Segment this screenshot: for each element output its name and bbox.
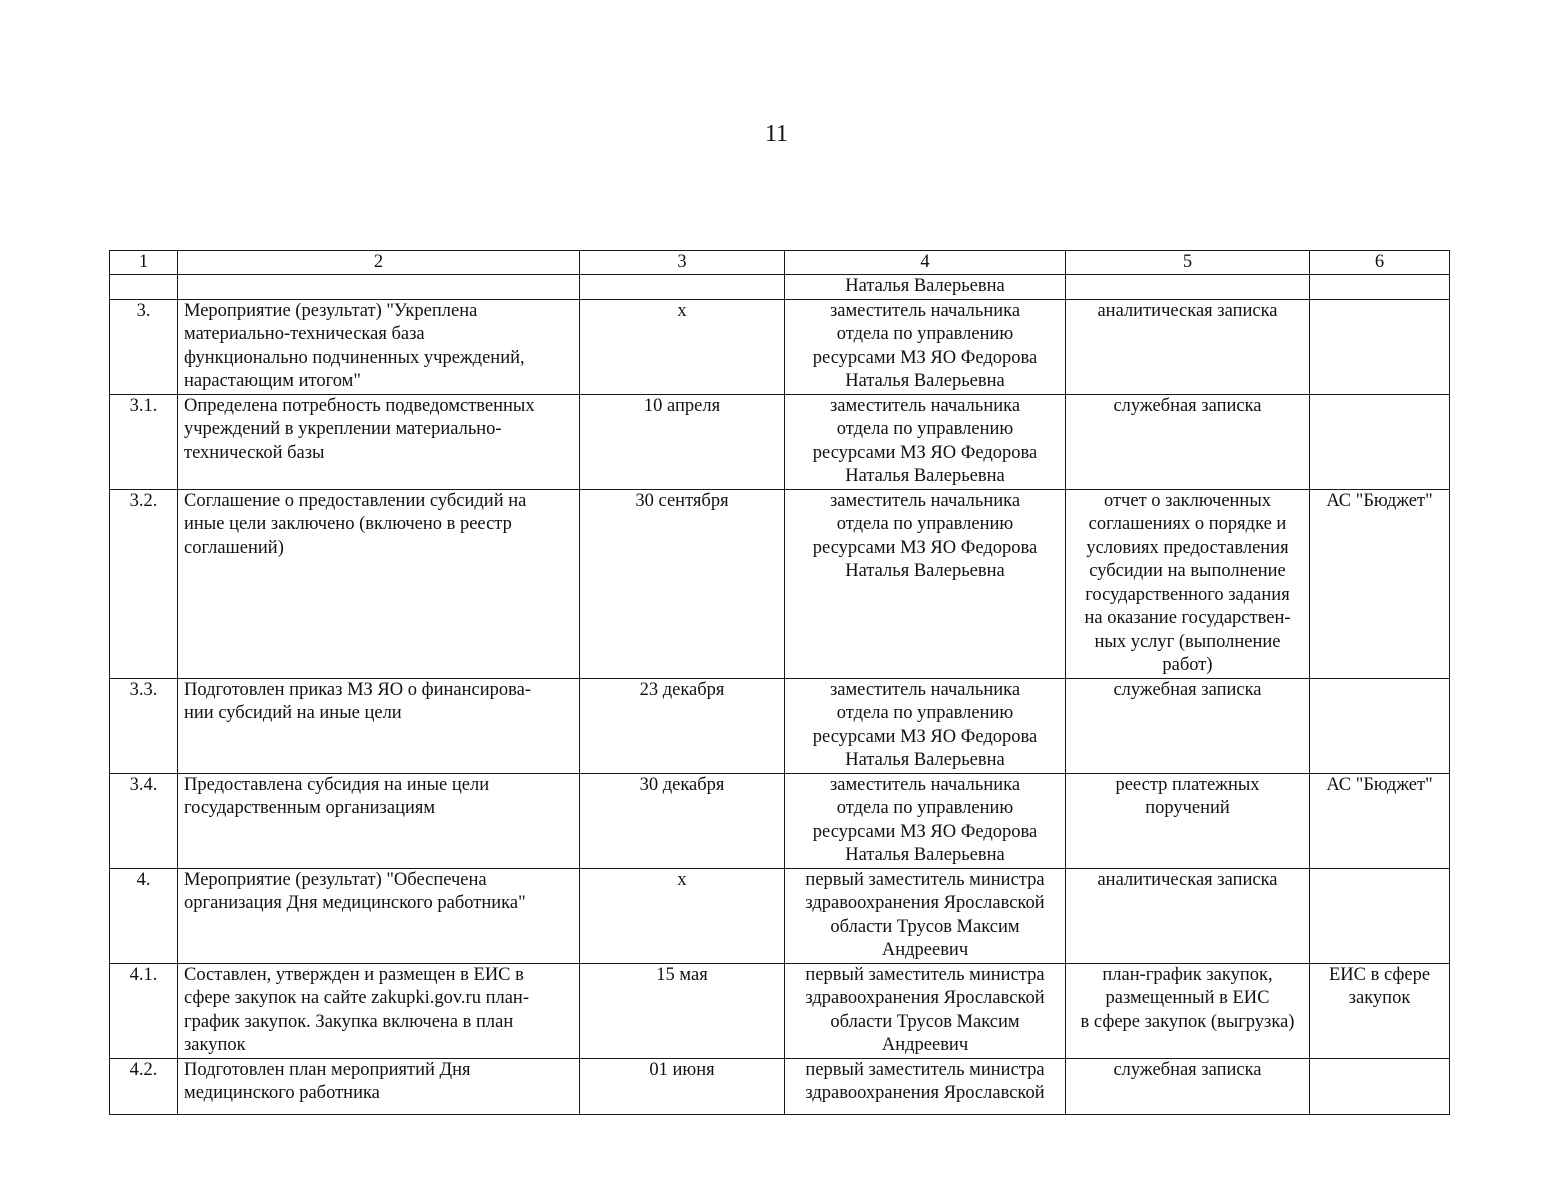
responsible: первый заместитель министра здравоохранения Ярославской [785, 1058, 1066, 1114]
measure-text: Мероприятие (результат) "Обеспечена организация Дня медицинского работника" [178, 868, 580, 963]
page-number: 11 [764, 121, 789, 147]
row-number: 3.3. [110, 678, 178, 773]
measure-text: Подготовлен приказ МЗ ЯО о финансирова- нии субсидий на иные цели [178, 678, 580, 773]
measures-table [109, 250, 1450, 1115]
info-system [1310, 1058, 1450, 1114]
measure-text [178, 275, 580, 300]
info-system [1310, 275, 1450, 300]
document-type: отчет о заключенных соглашениях о порядке и условиях предоставления субсидии на выполнение государственного задания на оказание государствен- ных услуг (выполнение работ) [1066, 489, 1310, 678]
measure-text: Подготовлен план мероприятий Дня медицинского работника [178, 1058, 580, 1114]
deadline: 30 декабря [580, 773, 785, 868]
row-number: 3.2. [110, 489, 178, 678]
row-number: 4.1. [110, 963, 178, 1058]
deadline: 30 сентября [580, 489, 785, 678]
responsible: Наталья Валерьевна [785, 275, 1066, 300]
header-cell: 5 [1066, 251, 1310, 275]
deadline: 15 мая [580, 963, 785, 1058]
table-row [110, 394, 1450, 489]
table-row [110, 868, 1450, 963]
measure-text: Мероприятие (результат) "Укреплена материально-техническая база функционально подчиненных учреждений, нарастающим итогом" [178, 299, 580, 394]
deadline: 23 декабря [580, 678, 785, 773]
document-type: реестр платежных поручений [1066, 773, 1310, 868]
responsible: заместитель начальника отдела по управлению ресурсами МЗ ЯО Федорова Наталья Валерьевна [785, 489, 1066, 678]
document-type: аналитическая записка [1066, 299, 1310, 394]
measure-text: Предоставлена субсидия на иные цели государственным организациям [178, 773, 580, 868]
info-system: АС "Бюджет" [1310, 773, 1450, 868]
responsible: заместитель начальника отдела по управлению ресурсами МЗ ЯО Федорова Наталья Валерьевна [785, 299, 1066, 394]
info-system: АС "Бюджет" [1310, 489, 1450, 678]
header-cell: 3 [580, 251, 785, 275]
document-type: план-график закупок, размещенный в ЕИС в сфере закупок (выгрузка) [1066, 963, 1310, 1058]
measure-text: Определена потребность подведомственных учреждений в укреплении материально- технической базы [178, 394, 580, 489]
table-row [110, 489, 1450, 678]
document-type: служебная записка [1066, 1058, 1310, 1114]
responsible: первый заместитель министра здравоохранения Ярославской области Трусов Максим Андреевич [785, 868, 1066, 963]
responsible: заместитель начальника отдела по управлению ресурсами МЗ ЯО Федорова Наталья Валерьевна [785, 773, 1066, 868]
document-type [1066, 275, 1310, 300]
table-row [110, 963, 1450, 1058]
header-cell: 4 [785, 251, 1066, 275]
responsible: первый заместитель министра здравоохранения Ярославской области Трусов Максим Андреевич [785, 963, 1066, 1058]
header-cell: 1 [110, 251, 178, 275]
table-row [110, 299, 1450, 394]
document-type: аналитическая записка [1066, 868, 1310, 963]
row-number: 3.1. [110, 394, 178, 489]
info-system [1310, 394, 1450, 489]
document-type: служебная записка [1066, 394, 1310, 489]
deadline: х [580, 299, 785, 394]
header-cell: 6 [1310, 251, 1450, 275]
table-row [110, 1058, 1450, 1114]
measure-text: Составлен, утвержден и размещен в ЕИС в сфере закупок на сайте zakupki.gov.ru план- график закупок. Закупка включена в план закупок [178, 963, 580, 1058]
info-system: ЕИС в сфере закупок [1310, 963, 1450, 1058]
header-row [110, 251, 1450, 275]
measure-text: Соглашение о предоставлении субсидий на иные цели заключено (включено в реестр соглашений) [178, 489, 580, 678]
info-system [1310, 868, 1450, 963]
table-row [110, 275, 1450, 300]
row-number: 4. [110, 868, 178, 963]
responsible: заместитель начальника отдела по управлению ресурсами МЗ ЯО Федорова Наталья Валерьевна [785, 678, 1066, 773]
document-type: служебная записка [1066, 678, 1310, 773]
deadline: 10 апреля [580, 394, 785, 489]
deadline: х [580, 868, 785, 963]
table-row [110, 678, 1450, 773]
row-number: 3.4. [110, 773, 178, 868]
header-cell: 2 [178, 251, 580, 275]
row-number [110, 275, 178, 300]
responsible: заместитель начальника отдела по управлению ресурсами МЗ ЯО Федорова Наталья Валерьевна [785, 394, 1066, 489]
row-number: 4.2. [110, 1058, 178, 1114]
table-row [110, 773, 1450, 868]
deadline [580, 275, 785, 300]
info-system [1310, 299, 1450, 394]
info-system [1310, 678, 1450, 773]
deadline: 01 июня [580, 1058, 785, 1114]
row-number: 3. [110, 299, 178, 394]
